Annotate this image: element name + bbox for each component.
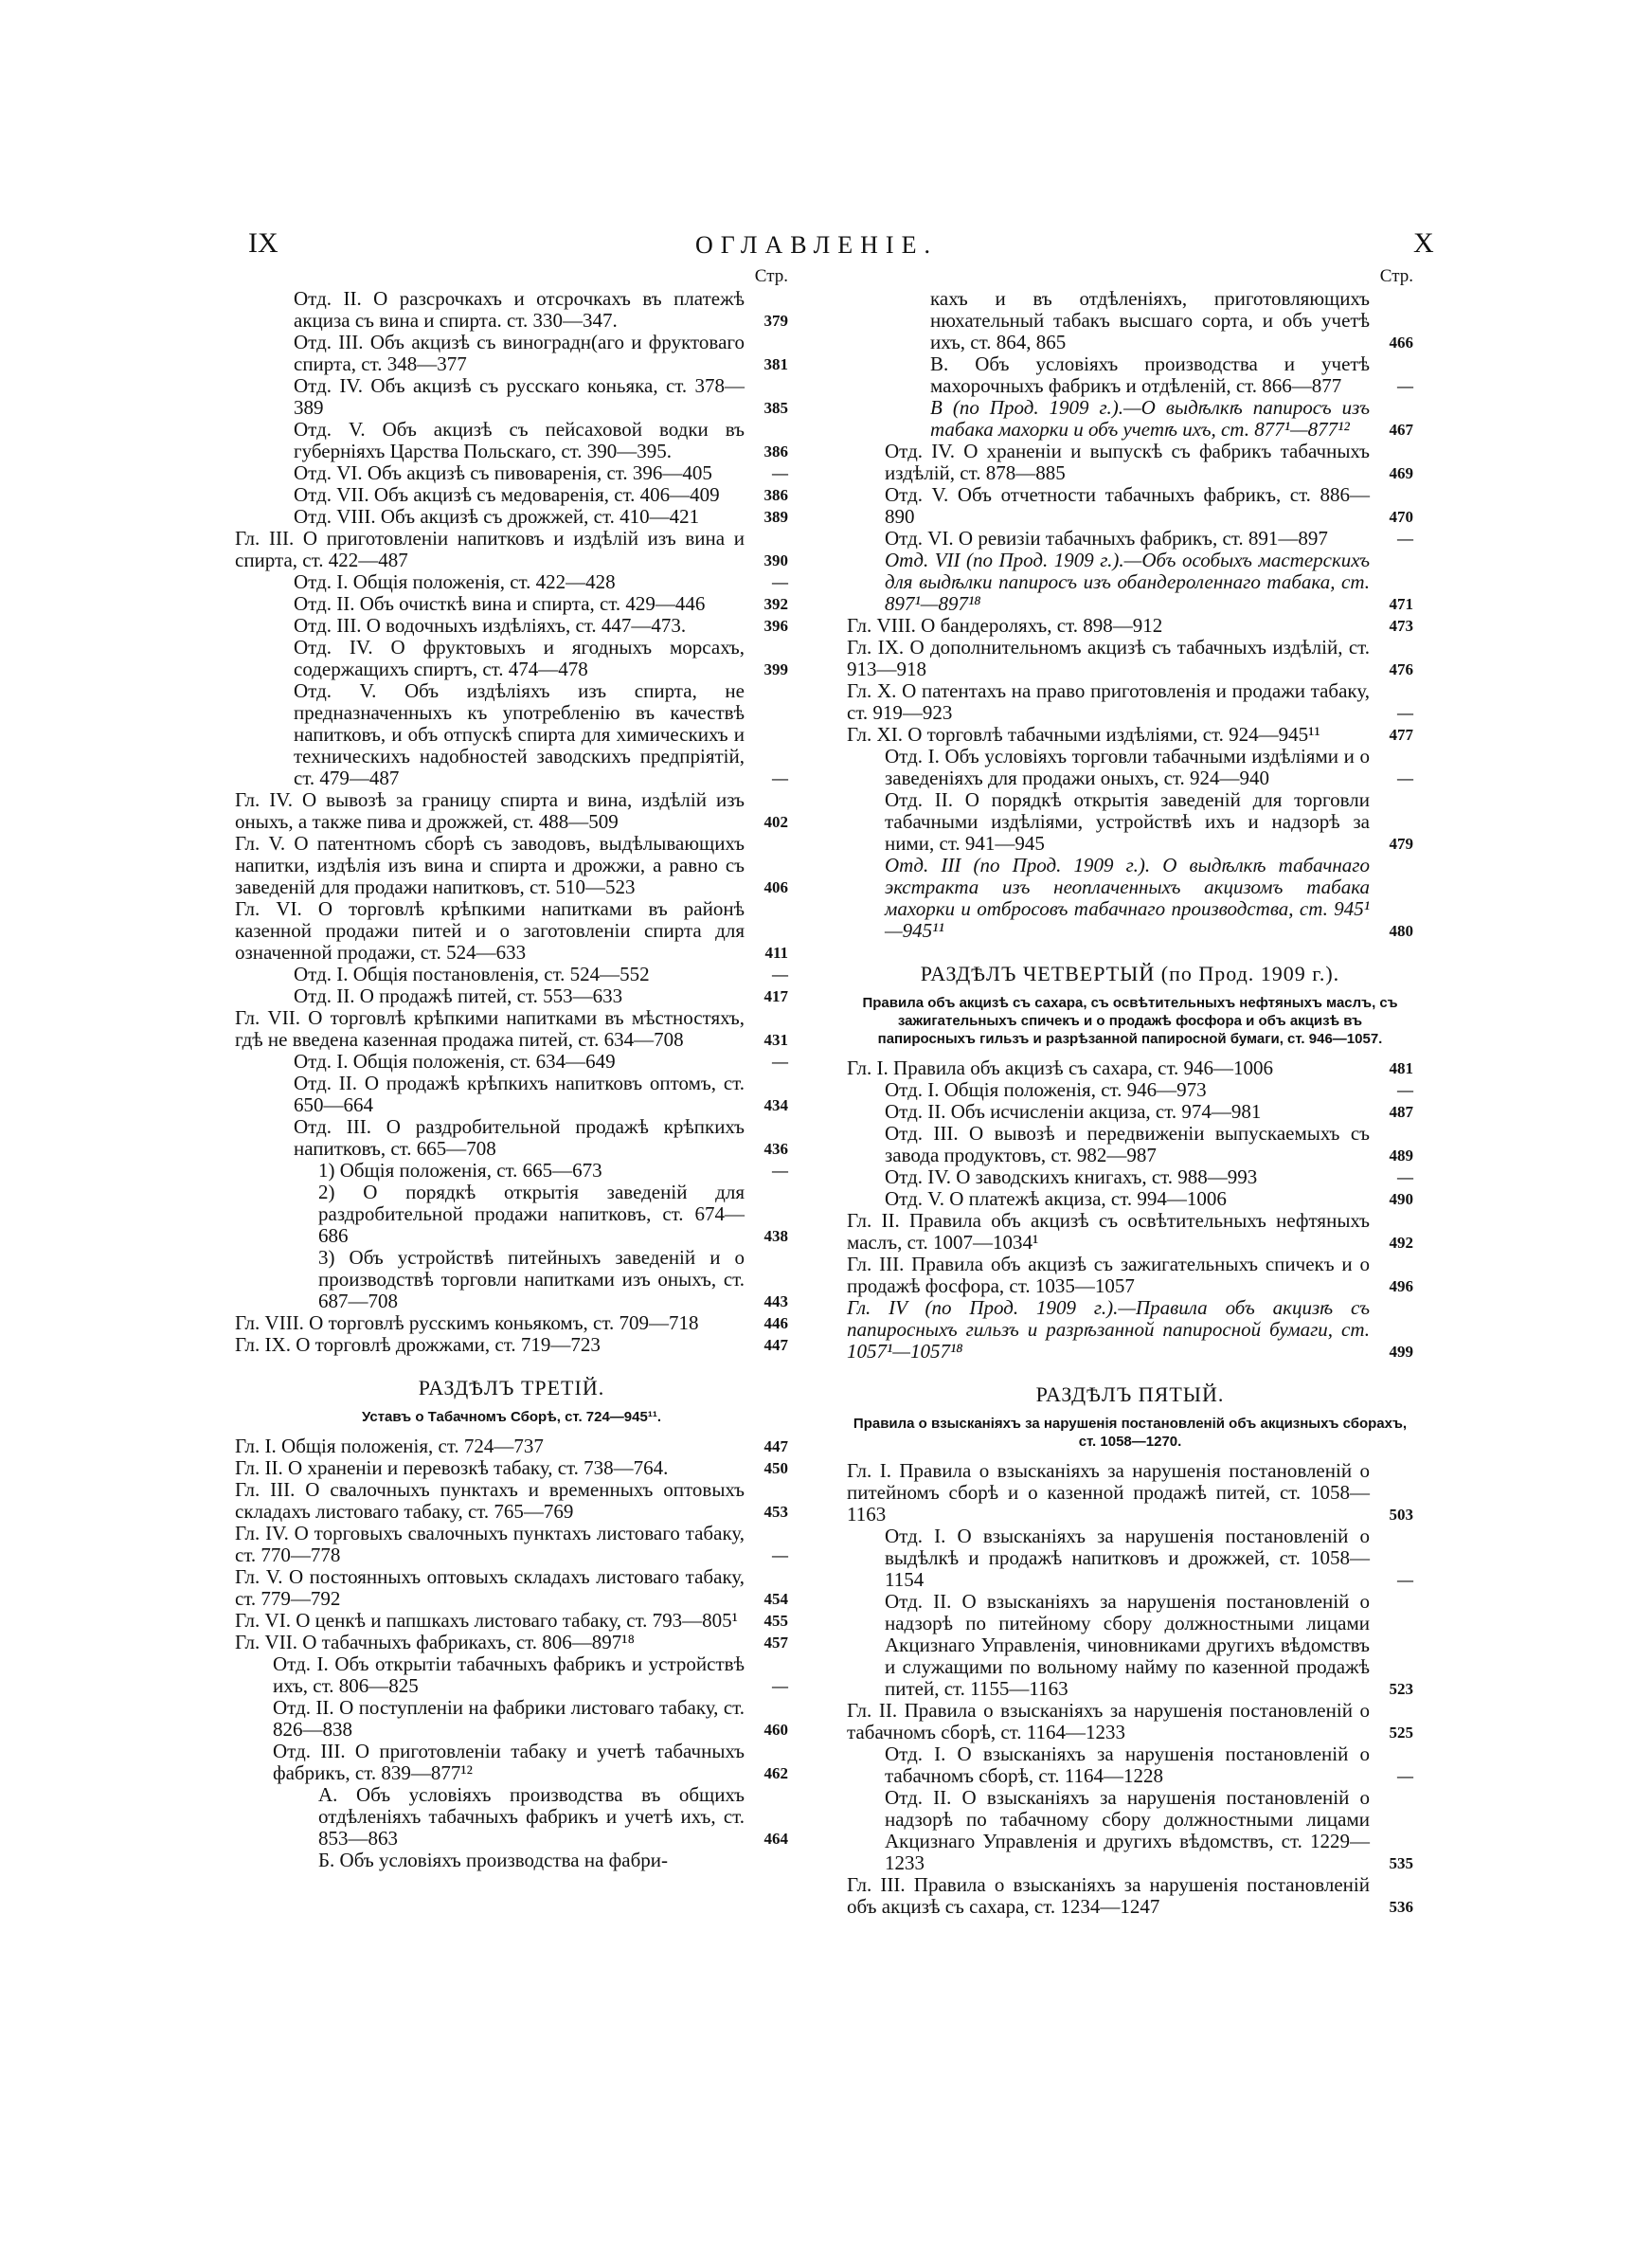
toc-entry-title: Отд. I. О взысканіяхъ за нарушенія постановленій о табачномъ сборѣ, ст. 1164—1228 [885,1742,1370,1787]
toc-entry-page: 402 [763,813,788,831]
toc-entry-page: — [772,1162,788,1180]
toc-entry-title: Гл. IV. О торговыхъ свалочныхъ пунктахъ листоваго табаку, ст. 770—778 [235,1522,745,1566]
toc-entry-page: — [1397,1571,1413,1589]
toc-entry [847,1210,1413,1254]
toc-entry-title: В. Объ условіяхъ производства и учетѣ махорочныхъ фабрикъ и отдѣленій, ст. 866—877 [930,352,1370,397]
page-number-left: IX [248,227,278,259]
toc-entry [235,1334,788,1356]
toc-entry [847,1057,1413,1079]
toc-entry [847,1460,1413,1526]
toc-entry [235,680,788,789]
toc-entry-page: 431 [763,1031,788,1049]
toc-entry-title: Отд. I. О взысканіяхъ за нарушенія постановленій о выдѣлкѣ и продажѣ напитковъ и дрожжей, ст. 1058—1154 [885,1525,1370,1591]
toc-entry [235,375,788,419]
section-5-title: РАЗДѢЛЪ ПЯТЫЙ. [1035,1382,1225,1406]
toc-entry-page: 525 [1389,1724,1413,1742]
toc-entry-title: Отд. I. Объ условіяхъ торговли табачными издѣліями и о заведеніяхъ для продажи оныхъ, ст. 924—940 [885,745,1370,789]
toc-entry-title: Гл. III. Правила объ акцизѣ съ зажигательныхъ спичекъ и о продажѣ фосфора, ст. 1035—1057 [847,1253,1370,1297]
toc-entry [235,1566,788,1610]
toc-entry [235,1697,788,1741]
toc-entry-title: Гл. I. Общія положенія, ст. 724—737 [235,1435,544,1457]
toc-entry-page: 535 [1389,1854,1413,1872]
toc-entry-title: Гл. IV (по Прод. 1909 г.).—Правила объ акцизѣ съ папиросныхъ гильзъ и разрѣзанной папиросной бумаги, ст. 1057¹—1057¹⁸ [847,1296,1370,1363]
toc-list-left-a [235,288,788,1356]
section-4-subtitle: Правила объ акцизѣ съ сахара, съ освѣтительныхъ нефтяныхъ маслъ, съ зажигательныхъ спичекъ и о продажѣ фосфора и объ акцизѣ въ папиросныхъ гильзъ и разрѣзанной папиросной бумаги, ст. 946—1057. [862,995,1398,1047]
toc-entry [235,1653,788,1697]
toc-entry-page: 473 [1389,617,1413,635]
toc-entry-page: 406 [763,878,788,896]
toc-entry-title: Гл. VIII. О торговлѣ русскимъ коньякомъ, ст. 709—718 [235,1311,699,1334]
toc-entry-page: — [1397,769,1413,787]
toc-entry-title: 2) О порядкѣ открытія заведеній для раздробительной продажи напитковъ, ст. 674—686 [318,1181,745,1247]
toc-entry-title: Отд. II. О продажѣ питей, ст. 553—633 [294,984,623,1007]
toc-entry-title: Гл. IX. О торговлѣ дрожжами, ст. 719—723 [235,1333,601,1356]
toc-entry [235,419,788,462]
toc-entry [847,637,1413,680]
toc-entry-title: Отд. I. Общія постановленія, ст. 524—552 [294,963,650,985]
section-3-subtitle: Уставъ о Табачномъ Сборѣ, ст. 724—945¹¹. [361,1409,661,1425]
toc-entry [847,288,1413,353]
toc-entry-title: Отд. II. О порядкѣ открытія заведеній для торговли табачными издѣліями, устройствѣ ихъ и надзорѣ за ними, ст. 941—945 [885,788,1370,855]
toc-entry [235,1182,788,1247]
toc-entry [235,1610,788,1632]
toc-entry-page: 490 [1389,1190,1413,1208]
toc-entry-title: Гл. I. Правила о взысканіяхъ за нарушенія постановленій о питейномъ сборѣ и о казенной продажѣ питей, ст. 1058—1163 [847,1459,1370,1526]
toc-entry-title: Гл. VI. О ценкѣ и папшкахъ листоваго табаку, ст. 793—805¹ [235,1609,738,1632]
toc-entry-title: В (по Прод. 1909 г.).—О выдѣлкѣ папиросъ изъ табака махорки и объ учетѣ ихъ, ст. 877¹—877¹² [930,396,1370,441]
toc-entry-title: Отд. III. О приготовленіи табаку и учетѣ табачныхъ фабрикъ, ст. 839—877¹² [273,1740,745,1784]
toc-entry [235,1741,788,1784]
page-col-label: Стр. [1379,266,1413,286]
toc-entry-page: 499 [1389,1343,1413,1361]
toc-entry-title: Гл. V. О патентномъ сборѣ съ заводовъ, выдѣлывающихъ напитки, издѣлія изъ вина и спирта и дрожжи, а равно съ заведеній для продажи напитковъ, ст. 510—523 [235,832,745,898]
toc-entry-title: Отд. I. Объ открытіи табачныхъ фабрикъ и устройствѣ ихъ, ст. 806—825 [273,1652,745,1697]
toc-entry-title: Отд. IV. О заводскихъ книгахъ, ст. 988—993 [885,1165,1258,1188]
toc-entry-page: 460 [763,1721,788,1739]
toc-entry-title: Отд. VI. Объ акцизѣ съ пивоваренія, ст. 396—405 [294,461,712,484]
toc-entry [847,746,1413,789]
toc-entry-page: — [1397,1767,1413,1785]
toc-entry [235,506,788,528]
toc-entry-title: А. Объ условіяхъ производства въ общихъ отдѣленіяхъ табачныхъ фабрикъ и учетѣ ихъ, ст. 853—863 [318,1783,745,1850]
toc-entry-page: 477 [1389,726,1413,744]
toc-entry-title: Гл. III. О приготовленіи напитковъ и издѣлій изъ вина и спирта, ст. 422—487 [235,527,745,571]
toc-entry [847,1591,1413,1700]
toc-entry [847,1526,1413,1591]
toc-entry-page: 447 [763,1336,788,1354]
toc-entry [235,332,788,375]
toc-entry [235,1784,788,1850]
page-number-right: X [1413,227,1434,259]
toc-entry-page: 470 [1389,508,1413,526]
toc-entry [235,288,788,332]
toc-entry-page: 386 [763,486,788,504]
toc-entry-page: — [772,464,788,482]
toc-entry-page: 454 [763,1590,788,1608]
toc-entry [235,1051,788,1073]
toc-entry-page: — [772,769,788,787]
toc-entry-page: 487 [1389,1103,1413,1121]
toc-entry-page: — [1397,377,1413,395]
toc-entry-page: 381 [763,355,788,373]
toc-entry [235,462,788,484]
toc-entry [235,484,788,506]
toc-list-right-a [847,288,1413,942]
toc-entry-page: 523 [1389,1680,1413,1698]
toc-entry-title: Гл. XI. О торговлѣ табачными издѣліями, ст. 924—945¹¹ [847,723,1320,746]
toc-entry-title: кахъ и въ отдѣленіяхъ, приготовляющихъ нюхательный табакъ высшаго сорта, и объ учетѣ ихъ, ст. 864, 865 [930,287,1370,353]
toc-entry-page: — [1397,530,1413,548]
toc-entry [235,1116,788,1160]
toc-entry-page: 392 [763,595,788,613]
toc-entry-page: 379 [763,312,788,330]
toc-entry-page: 480 [1389,922,1413,940]
toc-entry-page: — [772,1546,788,1564]
toc-entry [235,528,788,571]
page-title: ОГЛАВЛЕНІЕ. [695,231,938,259]
toc-entry [847,1787,1413,1874]
toc-entry-page: 489 [1389,1147,1413,1165]
toc-entry [235,1850,788,1871]
toc-entry-page: 385 [763,399,788,417]
toc-entry [235,789,788,833]
toc-entry-title: Гл. I. Правила объ акцизѣ съ сахара, ст. 946—1006 [847,1056,1274,1079]
toc-entry-title: Отд. IV. Объ акцизѣ съ русскаго коньяка, ст. 378—389 [294,374,745,419]
toc-entry-page: — [772,573,788,591]
toc-entry [847,789,1413,855]
toc-list-left-b [235,1435,788,1871]
toc-entry-title: Отд. III. Объ акцизѣ съ виноградн(аго и фруктоваго спирта, ст. 348—377 [294,331,745,375]
toc-entry [235,1457,788,1479]
toc-entry-page: 434 [763,1096,788,1114]
toc-entry-page: — [1397,1081,1413,1099]
toc-entry-page: 457 [763,1634,788,1652]
toc-entry-title: Отд. III. О раздробительной продажѣ крѣпкихъ напитковъ, ст. 665—708 [294,1115,745,1160]
toc-entry-page: 467 [1389,421,1413,439]
toc-entry [847,1743,1413,1787]
toc-entry-page: 503 [1389,1506,1413,1524]
toc-entry [847,528,1413,550]
toc-entry-title: Гл. X. О патентахъ на право приготовленія и продажи табаку, ст. 919—923 [847,679,1370,724]
toc-entry [235,1247,788,1312]
toc-entry-title: Отд. I. Общія положенія, ст. 422—428 [294,570,616,593]
toc-entry-page: 462 [763,1764,788,1782]
toc-entry-title: Отд. VII (по Прод. 1909 г.).—Объ особыхъ мастерскихъ для выдѣлки папиросъ изъ обандероленнаго табака, ст. 897¹—897¹⁸ [885,549,1370,615]
toc-entry-title: 3) Объ устройствѣ питейныхъ заведеній и о производствѣ торговли напитками изъ оныхъ, ст. 687—708 [318,1246,745,1312]
toc-entry-title: Отд. V. О платежѣ акциза, ст. 994—1006 [885,1187,1227,1210]
toc-entry-title: Отд. III. О вывозѣ и передвиженіи выпускаемыхъ съ завода продуктовъ, ст. 982—987 [885,1122,1370,1166]
toc-entry-page: 471 [1389,595,1413,613]
toc-entry [847,1254,1413,1297]
toc-entry-page: 417 [763,987,788,1005]
toc-entry [235,637,788,680]
toc-entry [235,615,788,637]
left-column [235,265,788,1871]
toc-entry [847,680,1413,724]
toc-list-right-b [847,1057,1413,1363]
toc-entry-title: Гл. II. Правила объ акцизѣ съ освѣтительныхъ нефтяныхъ маслъ, ст. 1007—1034¹ [847,1209,1370,1254]
right-column [847,265,1413,1918]
toc-entry [235,1632,788,1653]
toc-entry [847,353,1413,397]
toc-entry-page: 443 [763,1292,788,1310]
toc-entry-title: Гл. V. О постоянныхъ оптовыхъ складахъ листоваго табаку, ст. 779—792 [235,1565,745,1610]
toc-entry-page: 436 [763,1140,788,1158]
toc-entry-title: Гл. VII. О табачныхъ фабрикахъ, ст. 806—897¹⁸ [235,1631,635,1653]
toc-entry-page: 447 [763,1437,788,1455]
toc-entry-page: 399 [763,660,788,678]
toc-entry-title: Отд. VII. Объ акцизѣ съ медоваренія, ст. 406—409 [294,483,720,506]
toc-entry [235,1523,788,1566]
toc-entry-page: 446 [763,1314,788,1332]
toc-entry-page: 390 [763,551,788,569]
toc-entry-page: — [772,966,788,984]
toc-entry-title: Отд. III. О водочныхъ издѣліяхъ, ст. 447—473. [294,614,687,637]
toc-entry [847,1123,1413,1166]
toc-entry-page: 386 [763,442,788,460]
toc-entry-title: Гл. IV. О вывозѣ за границу спирта и вина, издѣлій изъ оныхъ, а также пива и дрожжей, ст. 488—509 [235,788,745,833]
toc-entry-page: 481 [1389,1059,1413,1077]
toc-entry-title: Отд. V. Объ издѣліяхъ изъ спирта, не предназначенныхъ къ употребленію въ качествѣ напитковъ, и объ отпускѣ спирта для химическихъ и техническихъ надобностей заводскихъ предпріятій, ст. 479—487 [294,679,745,789]
toc-entry-title: Б. Объ условіяхъ производства на фабри- [318,1849,668,1871]
toc-entry [847,724,1413,746]
toc-entry [847,1188,1413,1210]
toc-entry-page: 453 [763,1503,788,1521]
toc-entry-title: Отд. II. О поступленіи на фабрики листоваго табаку, ст. 826—838 [273,1696,745,1741]
toc-list-right-c [847,1460,1413,1918]
toc-entry [847,855,1413,942]
toc-entry-page: 396 [763,617,788,635]
toc-entry-title: Отд. III (по Прод. 1909 г.). О выдѣлкѣ табачнаго экстракта изъ неоплаченныхъ акцизомъ табака махорки и отбросовъ табачнаго производства, ст. 945¹—945¹¹ [885,854,1370,942]
toc-entry-page: 469 [1389,464,1413,482]
toc-entry [235,833,788,898]
page-col-label: Стр. [754,266,788,286]
toc-entry-page: 466 [1389,334,1413,352]
toc-entry [235,1479,788,1523]
toc-entry-page: 389 [763,508,788,526]
toc-entry [847,397,1413,441]
toc-entry [235,1312,788,1334]
toc-entry-title: Отд. IV. О храненіи и выпускѣ съ фабрикъ табачныхъ издѣлій, ст. 878—885 [885,440,1370,484]
toc-entry [235,985,788,1007]
toc-entry-title: Отд. II. О взысканіяхъ за нарушенія постановленій о надзорѣ по питейному сбору должностными лицами Акцизнаго Управленія, чиновниками другихъ вѣдомствъ и служащими по вольному найму по казенной продажѣ питей, ст. 1155—1163 [885,1590,1370,1700]
toc-entry [235,1073,788,1116]
toc-entry-title: Гл. II. О храненіи и перевозкѣ табаку, ст. 738—764. [235,1456,669,1479]
toc-entry [847,550,1413,615]
toc-entry-title: Отд. IV. О фруктовыхъ и ягодныхъ морсахъ, содержащихъ спиртъ, ст. 474—478 [294,636,745,680]
section-5-subtitle: Правила о взысканіяхъ за нарушенія постановленій объ акцизныхъ сборахъ, ст. 1058—1270. [853,1416,1408,1450]
toc-entry-page: 411 [764,944,788,962]
toc-entry [235,898,788,964]
toc-entry-page: — [772,1677,788,1695]
toc-entry-title: Отд. V. Объ отчетности табачныхъ фабрикъ, ст. 886—890 [885,483,1370,528]
toc-entry-page: 455 [763,1612,788,1630]
toc-entry-title: 1) Общія положенія, ст. 665—673 [318,1159,602,1182]
toc-entry-title: Гл. III. Правила о взысканіяхъ за нарушенія постановленій объ акцизѣ съ сахара, ст. 1234—1247 [847,1873,1370,1918]
toc-entry [847,484,1413,528]
toc-entry-page: 450 [763,1459,788,1477]
toc-entry-title: Отд. I. Общія положенія, ст. 634—649 [294,1050,616,1073]
toc-entry-title: Отд. II. О разсрочкахъ и отсрочкахъ въ платежѣ акциза съ вина и спирта. ст. 330—347. [294,287,745,332]
toc-entry-page: 476 [1389,660,1413,678]
toc-entry-title: Отд. II. О продажѣ крѣпкихъ напитковъ оптомъ, ст. 650—664 [294,1072,745,1116]
toc-entry-title: Гл. IX. О дополнительномъ акцизѣ съ табачныхъ издѣлій, ст. 913—918 [847,636,1370,680]
toc-entry-page: — [1397,704,1413,722]
toc-entry-title: Гл. III. О свалочныхъ пунктахъ и временныхъ оптовыхъ складахъ листоваго табаку, ст. 765—769 [235,1478,745,1523]
toc-entry [235,1007,788,1051]
toc-entry-title: Отд. II. О взысканіяхъ за нарушенія постановленій о надзорѣ по табачному сбору должностными лицами Акцизнаго Управленія и другихъ вѣдомствъ, ст. 1229—1233 [885,1786,1370,1874]
toc-entry-page: 496 [1389,1277,1413,1295]
toc-entry [847,1101,1413,1123]
toc-entry-title: Отд. V. Объ акцизѣ съ пейсаховой водки въ губерніяхъ Царства Польскаго, ст. 390—395. [294,418,745,462]
toc-entry-title: Отд. VIII. Объ акцизѣ съ дрожжей, ст. 410—421 [294,505,700,528]
toc-entry-title: Отд. VI. О ревизіи табачныхъ фабрикъ, ст. 891—897 [885,527,1328,550]
toc-entry [235,1435,788,1457]
section-4-title: РАЗДѢЛЪ ЧЕТВЕРТЫЙ (по Прод. 1909 г.). [920,962,1340,985]
toc-entry [235,593,788,615]
toc-entry-page: 438 [763,1227,788,1245]
toc-entry [235,571,788,593]
toc-entry [847,441,1413,484]
toc-entry-page: 464 [763,1830,788,1848]
toc-entry [847,1079,1413,1101]
toc-entry-page: 536 [1389,1898,1413,1916]
toc-entry-title: Гл. II. Правила о взысканіяхъ за нарушенія постановленій о табачномъ сборѣ, ст. 1164—1233 [847,1699,1370,1743]
toc-entry-page: 479 [1389,835,1413,853]
toc-entry [847,615,1413,637]
toc-entry-page: 492 [1389,1234,1413,1252]
toc-entry-page: — [1397,1168,1413,1186]
toc-entry-title: Отд. II. Объ очисткѣ вина и спирта, ст. 429—446 [294,592,706,615]
toc-entry-title: Гл. VII. О торговлѣ крѣпкими напитками въ мѣстностяхъ, гдѣ не введена казенная продажа питей, ст. 634—708 [235,1006,745,1051]
toc-entry-title: Гл. VIII. О бандероляхъ, ст. 898—912 [847,614,1163,637]
toc-entry [847,1700,1413,1743]
section-3-title: РАЗДѢЛЪ ТРЕТІЙ. [418,1376,605,1399]
toc-entry [235,1160,788,1182]
toc-entry [847,1297,1413,1363]
toc-entry [847,1874,1413,1918]
toc-entry-page: — [772,1053,788,1071]
toc-entry-title: Отд. I. Общія положенія, ст. 946—973 [885,1078,1207,1101]
toc-entry [847,1166,1413,1188]
toc-entry [235,964,788,985]
toc-entry-title: Отд. II. Объ исчисленіи акциза, ст. 974—981 [885,1100,1262,1123]
toc-entry-title: Гл. VI. О торговлѣ крѣпкими напитками въ районѣ казенной продажи питей и о заготовленіи спирта для означенной продажи, ст. 524—633 [235,897,745,964]
